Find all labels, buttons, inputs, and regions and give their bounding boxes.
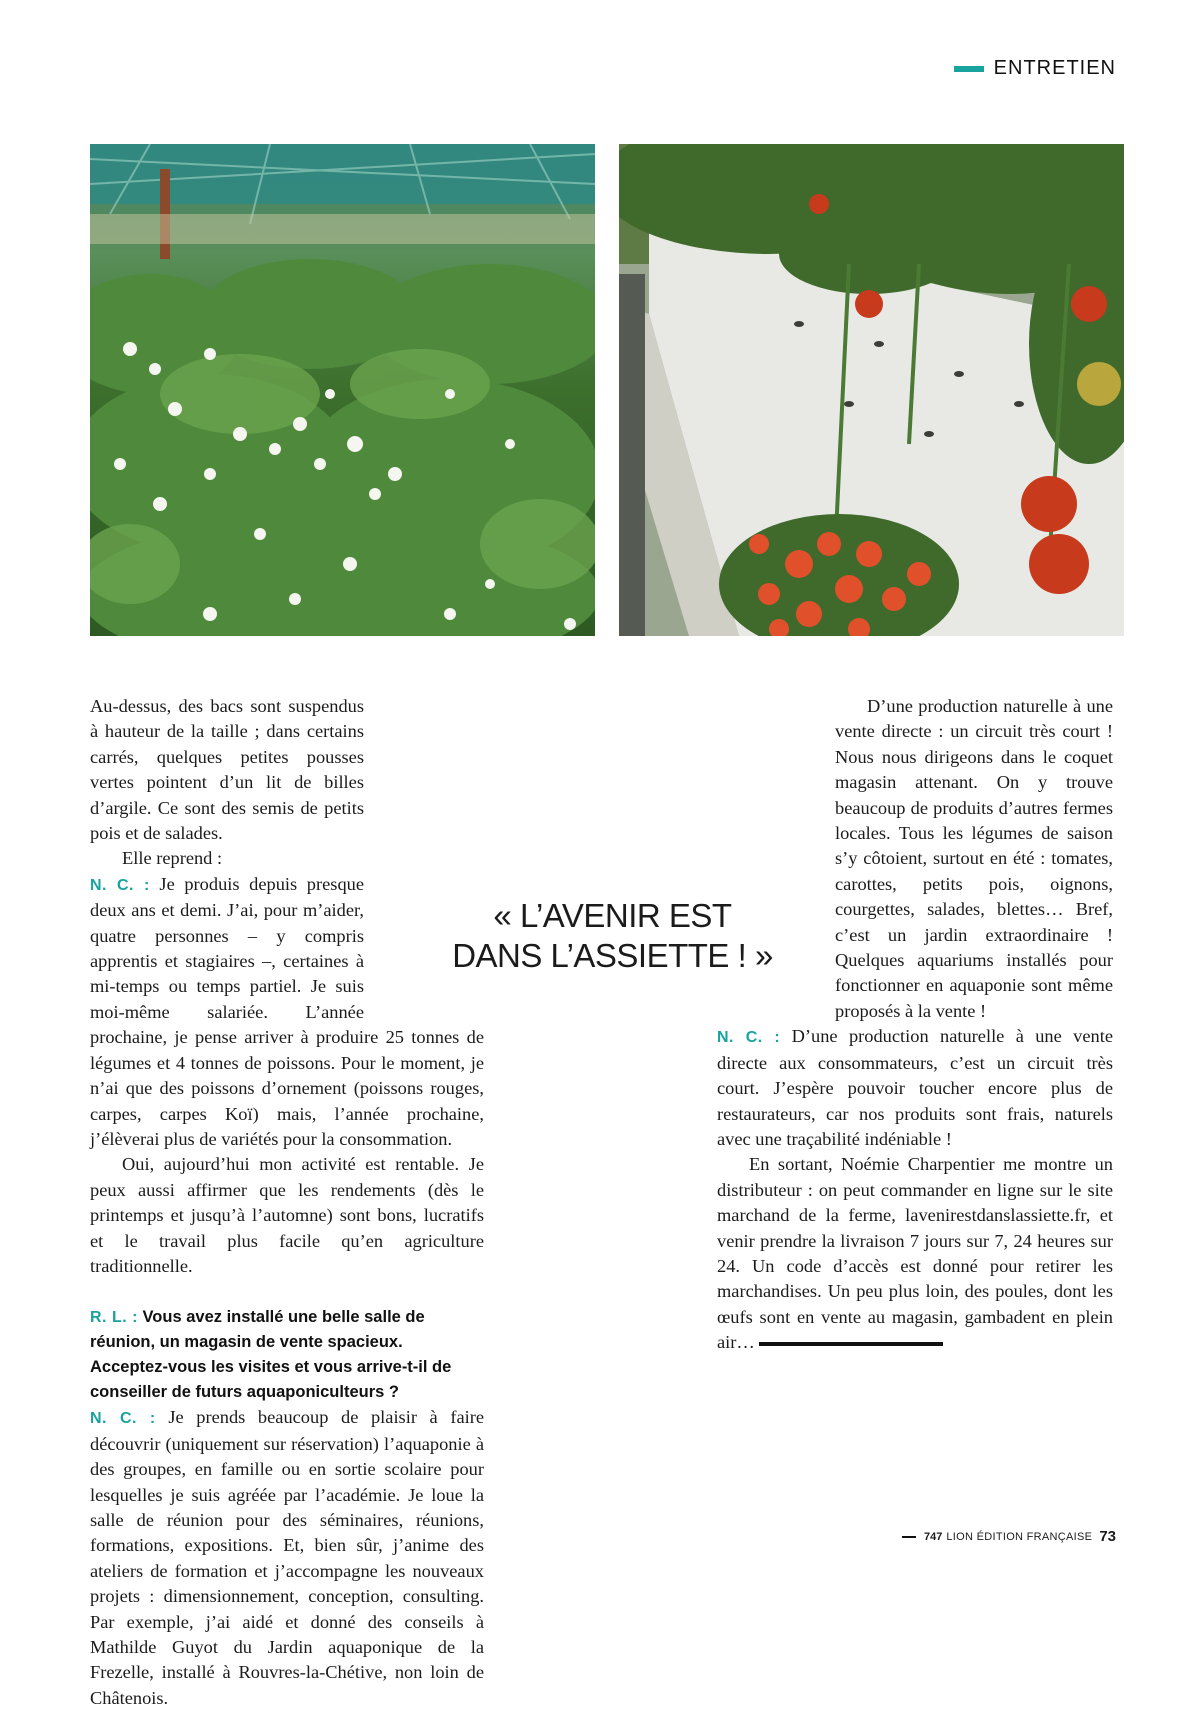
publication-name: LION ÉDITION FRANÇAISE: [946, 1530, 1093, 1543]
issue-code: 747: [924, 1530, 943, 1543]
page-number: 73: [1099, 1528, 1116, 1545]
photo-tomatoes-marigolds: [619, 144, 1124, 636]
section-tag: [954, 57, 1116, 80]
article-end-rule: [759, 1342, 943, 1346]
article-column-left: [90, 694, 484, 1711]
pullquote-line-2: DANS L’ASSIETTE ! »: [452, 937, 773, 974]
photo-pea-plants: [90, 144, 595, 636]
greenhouse-tomatoes-marigolds-photo: [619, 144, 1124, 636]
answer-production-text: Je produis depuis presque deux ans et demi. J’ai, pour m’aider, quatre personnes – y compris apprentis et stagiaires –, certaines à mi-temps ou temps partiel. Je suis moi-même salariée. L’année prochaine, je pense arriver à produire 25 tonnes de légumes et 4 tonnes de poissons. Pour le moment, je n’ai que des poissons d’ornement (poissons rouges, carpes, carpes Koï) mais, l’année prochaine, j’élèverai plus de variétés pour la consommation.: [90, 873, 484, 1149]
question-visites-text: Vous avez installé une belle salle de réunion, un magasin de vente spacieux. Acceptez-vous les visites et vous arrive-t-il de conseiller de futurs aquaponiculteurs ?: [90, 1308, 452, 1402]
speaker-nc: N. C. :: [90, 1410, 156, 1428]
section-accent-bar: [954, 66, 984, 72]
pullquote-wrap-space: [717, 844, 835, 1016]
answer-circuit-court-text: D’une production naturelle à une vente directe aux consommateurs, c’est un circuit très court. J’espère pouvoir toucher encore plus de restaurateurs, car nos produits sont frais, naturels avec une traçabilité indéniable !: [717, 1026, 1113, 1149]
footer-dash: [902, 1536, 916, 1538]
paragraph-conclusion-text: En sortant, Noémie Charpentier me montre un distributeur : on peut commander en ligne sur le site marchand de la ferme, lavenirestdanslassiette.fr, et venir prendre la livraison 7 jours sur 7, 24 heures sur 24. Un code d’accès est donné pour retirer les marchandises. Un peu plus loin, des poules, dont les œufs sont en vente au magasin, gambadent en plein air…: [717, 1154, 1113, 1353]
greenhouse-pea-plants-photo: [90, 144, 595, 636]
section-label: ENTRETIEN: [993, 57, 1116, 79]
page-footer: [902, 1528, 1116, 1545]
speaker-nc: N. C. :: [90, 876, 150, 894]
article-column-right: [717, 694, 1113, 1356]
speaker-rl: R. L. :: [90, 1309, 138, 1327]
paragraph-intro: Au-dessus, des bacs sont suspendus à hauteur de la taille ; dans certains carrés, quelques petites pousses vertes pointent d’un lit de billes d’argile. Ce sont des semis de petits pois et de salades.: [90, 696, 364, 844]
speaker-nc: N. C. :: [717, 1029, 781, 1047]
paragraph-magasin: D’une production naturelle à une vente directe : un circuit très court ! Nous nous dirigeons dans le coquet magasin attenant. On y trouve beaucoup de produits d’autres fermes locales. Tous les légumes de saison s’y côtoient, surtout en été : tomates, carottes, petits pois, oignons, courgettes, salades, blettes… Bref, c’est un jardin extraordinaire ! Quelques aquariums installés pour fonctionner en aquaponie sont même proposés à la vente !: [835, 696, 1113, 1021]
question-visites: [90, 1305, 484, 1405]
pullquote-line-1: « L’AVENIR EST: [493, 897, 732, 934]
paragraph-conclusion: [717, 1152, 1113, 1355]
paragraph-elle-reprend: Elle reprend :: [122, 848, 223, 869]
paragraph-rentable: Oui, aujourd’hui mon activité est rentable. Je peux aussi affirmer que les rendements (dès le printemps et jusqu’à l’automne) sont bons, lucratifs et le travail plus facile qu’en agriculture traditionnelle.: [90, 1154, 484, 1276]
answer-visites: [90, 1405, 484, 1711]
answer-circuit-court: [717, 1024, 1113, 1152]
answer-visites-text: Je prends beaucoup de plaisir à faire découvrir (uniquement sur réservation) l’aquaponie à des groupes, en famille ou en sortie scolaire pour lesquelles je suis agréée par l’académie. Je loue la salle de réunion pour des séminaires, réunions, formations, expositions. Et, bien sûr, j’anime des ateliers de formation et j’accompagne les nouveaux projets : dimensionnement, conception, consulting. Par exemple, j’ai aidé et donné des conseils à Mathilde Guyot du Jardin aquaponique de la Frezelle, installé à Rouvres-la-Chétive, non loin de Châtenois.: [90, 1407, 485, 1708]
